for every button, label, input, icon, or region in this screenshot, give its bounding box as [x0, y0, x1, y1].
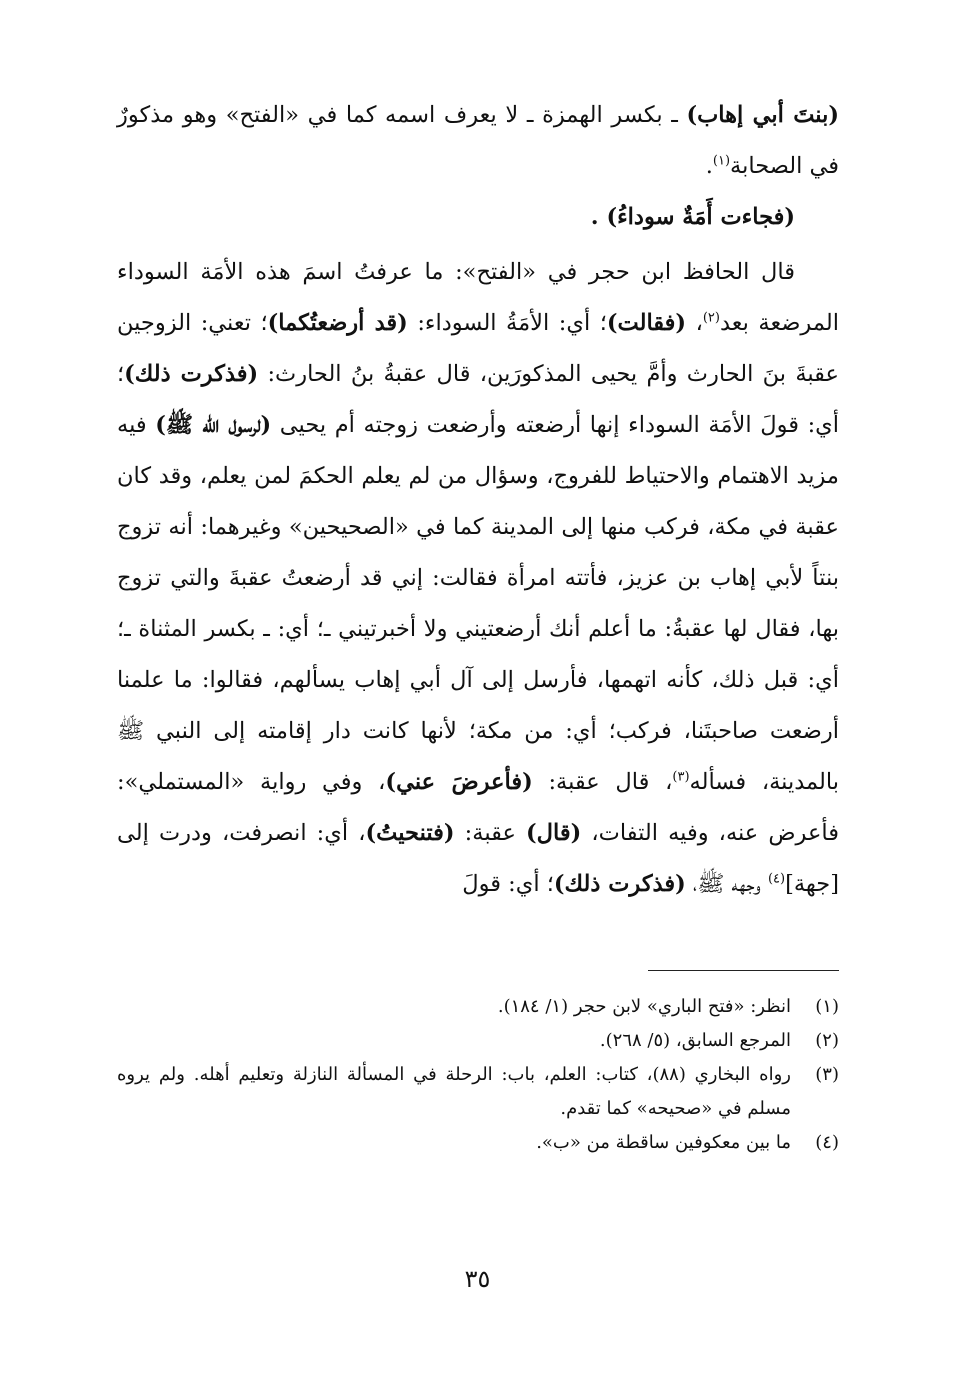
text-run: ؛ تعني: الزوجين عقبةَ بنَ الحارث وأمَّ يحيى المذكورَين، قال عقبةُ بنُ الحارث: — [117, 310, 839, 387]
bold-phrase: (فذكرت ذلك) — [553, 871, 686, 897]
text-run: ، — [686, 310, 703, 336]
footnote-number: (١) — [815, 996, 839, 1017]
bold-phrase: (فتنحيتُ) — [365, 820, 455, 846]
text-run: ، قال عقبة: — [532, 769, 673, 795]
text-run: ، أي: انصرفت، ودرت إلى [جهة] — [117, 820, 839, 897]
paragraph-3 — [117, 247, 839, 910]
footnote-ref-1: (١) — [712, 153, 731, 169]
footnote-2 — [117, 1024, 839, 1058]
bold-phrase: (قال) — [526, 820, 582, 846]
bold-phrase: (قد أرضعتُكما) — [267, 310, 408, 336]
text-run: قال الحافظ ابن حجر في «الفتح»: ما عرفتُ اسمَ هذه الأمَة السوداء المرضعة بعد — [117, 259, 839, 336]
paragraph-1 — [117, 90, 839, 192]
text-run: ، وفي رواية «المستملي»: فأعرض عنه، وفيه التفات، — [117, 769, 839, 846]
text-run: ؛ أي: قولَ — [462, 871, 554, 897]
footnote-text: انظر: «فتح الباري» لابن حجر (١/ ١٨٤). — [497, 996, 791, 1017]
footnote-ref-4: (٤) — [767, 871, 786, 887]
text-run: عقبة: — [454, 820, 527, 846]
text-run: ؛ أي: قولَ الأمَة السوداء إنها أرضعته وأرضعت زوجته أم يحيى — [117, 361, 840, 438]
page-number: ٣٥ — [464, 1265, 491, 1293]
footnote-divider — [648, 970, 839, 971]
text-run: وجهه ﷺ، — [685, 871, 768, 897]
text-run: ـ بكسر الهمزة ـ لا يعرف اسمه كما في «الفتح» وهو مذكورٌ في الصحابة — [117, 102, 839, 179]
footnote-number: (٣) — [815, 1064, 839, 1085]
footnote-3 — [117, 1058, 839, 1126]
bold-heading: (فجاءت أَمَةٌ سوداءُ) . — [590, 204, 795, 230]
footnote-1 — [117, 990, 839, 1024]
bold-phrase: (بنتَ أبي إهاب) — [686, 102, 839, 128]
bold-phrase: (فأعرضَ عني) — [385, 769, 533, 795]
bold-phrase: (فقالت) — [606, 310, 687, 336]
footnote-number: (٢) — [815, 1030, 839, 1051]
footnote-text: ما بين معكوفين ساقطة من «ب». — [536, 1132, 791, 1153]
footnote-4 — [117, 1126, 839, 1160]
main-text — [117, 90, 839, 910]
text-run: فيه مزيد الاهتمام والاحتياط للفروج، وسؤال من لم يعلم الحكمَ لمن يعلم، وقد كان عقبة في مكة، فركب منها إلى المدينة كما في «الصحيحين» وغيرهما: أنه تزوج بنتاً لأبي إهاب بن عزيز، فأتته امرأة فقالت: إني قد أرضعتُ عقبةَ والتي تزوج بها، فقال لها عقبةُ: ما أعلم أنك أرضعتيني ولا أخبرتيني ـ؛ أي: ـ بكسر المثناة ـ؛ أي: قبل ذلك، كأنه اتهمها، فأرسل إلى آل أبي إهاب يسألهم، فقالوا: ما علمنا أرضعت صاحبتَنا، فركب؛ أي: من مكة؛ لأنها كانت دار إقامته إلى النبي ﷺ بالمدينة، فسأله — [117, 412, 840, 795]
footnote-text: رواه البخاري (٨٨)، كتاب: العلم، باب: الرحلة في المسألة النازلة وتعليم أهله. ولم يروه مسلم في «صحيحه» كما تقدم. — [117, 1064, 791, 1119]
footnote-text: المرجع السابق، (٥/ ٢٦٨). — [599, 1030, 791, 1051]
text-run: ؛ أي: الأمَةُ السوداء: — [407, 310, 607, 336]
paragraph-2 — [117, 192, 839, 243]
text-run: . — [705, 153, 713, 179]
footnote-ref-2: (٢) — [702, 310, 720, 326]
bold-phrase: (فذكرت ذلك) — [124, 361, 259, 387]
footnote-number: (٤) — [815, 1132, 839, 1153]
footnotes — [117, 990, 839, 1160]
bold-phrase: (لرسول الله ﷺ) — [155, 412, 272, 438]
footnote-ref-3: (٣) — [672, 769, 690, 785]
